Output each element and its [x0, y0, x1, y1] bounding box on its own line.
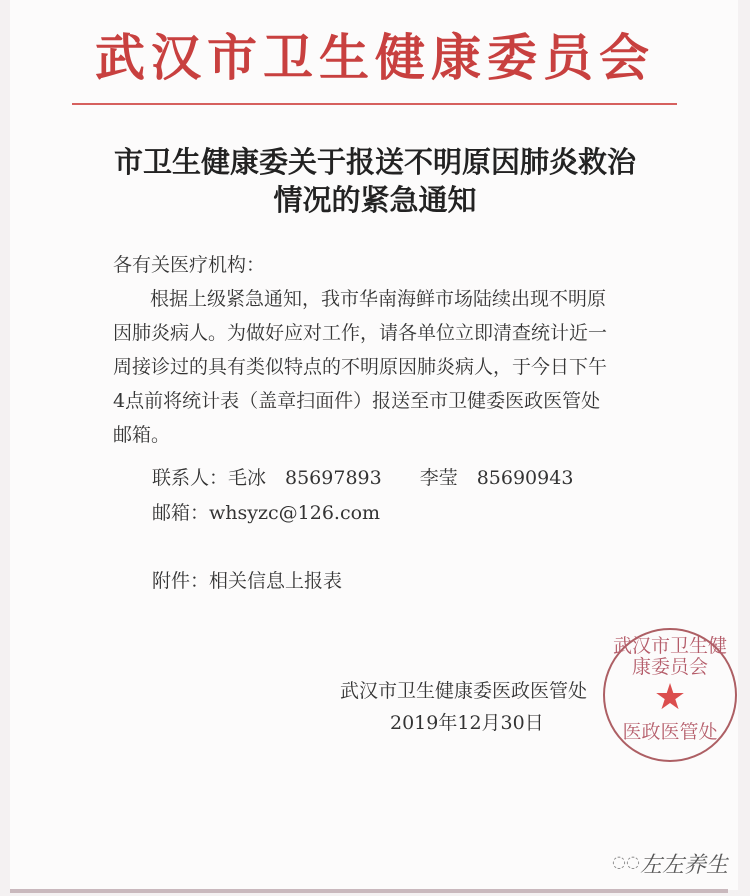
- contacts: 联系人：毛冰 85697893 李莹 85690943: [152, 467, 574, 489]
- attachment: 附件：相关信息上报表: [152, 570, 343, 592]
- page-edge: [10, 889, 728, 893]
- body-line: 根据上级紧急通知，我市华南海鲜市场陆续出现不明原: [150, 288, 607, 310]
- letterhead-divider: [72, 103, 677, 105]
- watermark: 左左养生: [640, 853, 729, 878]
- title-line-2: 情况的紧急通知: [273, 183, 477, 217]
- title-line-1: 市卫生健康委关于报送不明原因肺炎救治: [113, 145, 636, 179]
- seal-bottom-text: 医政医管处: [622, 721, 718, 743]
- official-seal: [603, 628, 737, 762]
- body-line: 周接诊过的具有类似特点的不明原因肺炎病人，于今日下午: [113, 356, 608, 378]
- body-line: 邮箱。: [113, 424, 171, 446]
- body-line: 4点前将统计表（盖章扫面件）报送至市卫健委医政医管处: [113, 390, 601, 412]
- salutation: 各有关医疗机构：: [113, 254, 266, 276]
- body-line: 因肺炎病人。为做好应对工作，请各单位立即清查统计近一: [113, 322, 608, 344]
- seal-top-text: 武汉市卫生健康委员会: [613, 635, 728, 678]
- date: 2019年12月30日: [390, 712, 544, 734]
- email: 邮箱：whsyzc@126.com: [152, 502, 381, 524]
- signature: 武汉市卫生健康委医政医管处: [340, 680, 588, 702]
- wechat-icon: ◌◌: [612, 852, 640, 871]
- letterhead: 武汉市卫生健康委员会: [95, 28, 655, 87]
- star-icon: ★: [653, 677, 687, 718]
